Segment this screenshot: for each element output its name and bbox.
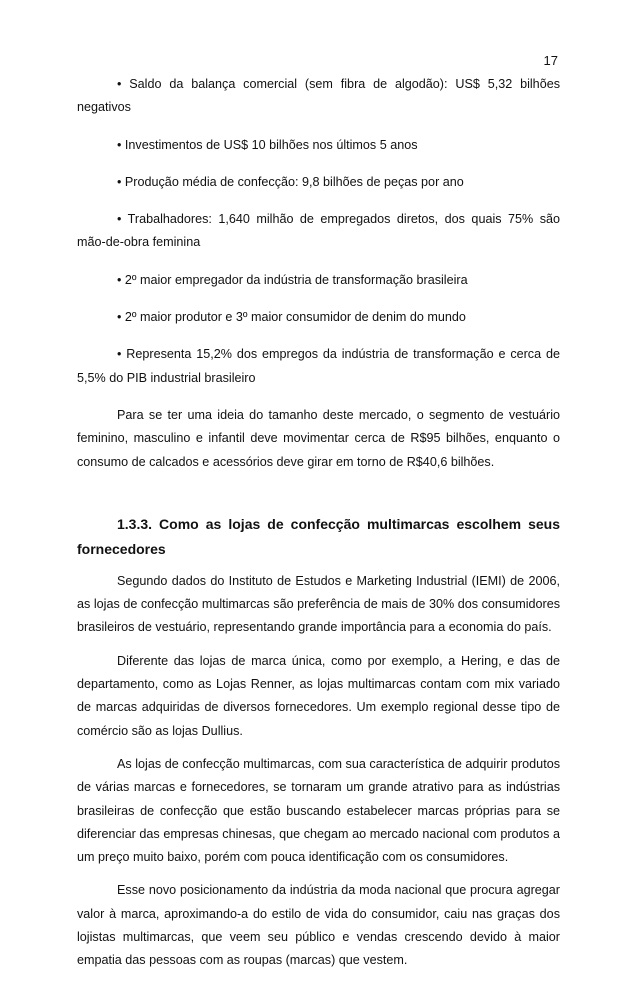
body-paragraph: Esse novo posicionamento da indústria da moda nacional que procura agregar valor à marca, aproximando-a do estilo de vida do consumidor, caiu nas graças dos lojistas multimarcas, que veem seu público e vendas crescendo devido à maior empatia das pessoas com as roupas (marcas) que vestem. (77, 883, 560, 968)
bullet-item: • 2º maior empregador da indústria de transformação brasileira (117, 272, 468, 287)
intro-paragraph: Para se ter uma ideia do tamanho deste mercado, o segmento de vestuário feminino, masculino e infantil deve movimentar cerca de R$95 bilhões, enquanto o consumo de calcados e acessórios deve girar em torno de R$40,6 bilhões. (77, 407, 560, 469)
body-paragraph: Segundo dados do Instituto de Estudos e Marketing Industrial (IEMI) de 2006, as lojas de confecção multimarcas são preferência de mais de 30% dos consumidores brasileiros de vestuário, representando grande importância para a economia do país. (77, 573, 560, 635)
bullet-item: • Saldo da balança comercial (sem fibra de algodão): US$ 5,32 bilhões negativos (77, 77, 560, 115)
body-paragraph: As lojas de confecção multimarcas, com sua característica de adquirir produtos de várias marcas e fornecedores, se tornaram um grande atrativo para as indústrias brasileiras de confecção que estão buscando estabelecer marcas próprias para se diferenciar das empresas chinesas, que chegam ao mercado nacional com produtos a um preço muito baixo, porém com pouca identificação com os consumidores. (77, 756, 560, 865)
page-number: 17 (543, 53, 558, 68)
section-heading: 1.3.3. Como as lojas de confecção multimarcas escolhem seus fornecedores (77, 515, 560, 557)
bullet-item: • Trabalhadores: 1,640 milhão de empregados diretos, dos quais 75% são mão-de-obra feminina (77, 212, 560, 250)
bullet-item: • Produção média de confecção: 9,8 bilhões de peças por ano (117, 174, 464, 189)
bullet-item: • 2º maior produtor e 3º maior consumidor de denim do mundo (117, 310, 466, 325)
body-paragraph: Diferente das lojas de marca única, como por exemplo, a Hering, e das de departamento, como as Lojas Renner, as lojas multimarcas contam com mix variado de marcas adquiridas de diversos fornecedores. Um exemplo regional desse tipo de comércio são as lojas Dullius. (77, 653, 560, 738)
bullet-item: • Investimentos de US$ 10 bilhões nos últimos 5 anos (117, 137, 418, 152)
bullet-item: • Representa 15,2% dos empregos da indústria de transformação e cerca de 5,5% do PIB industrial brasileiro (77, 347, 560, 385)
spacer (77, 484, 560, 512)
page-content (77, 73, 560, 983)
